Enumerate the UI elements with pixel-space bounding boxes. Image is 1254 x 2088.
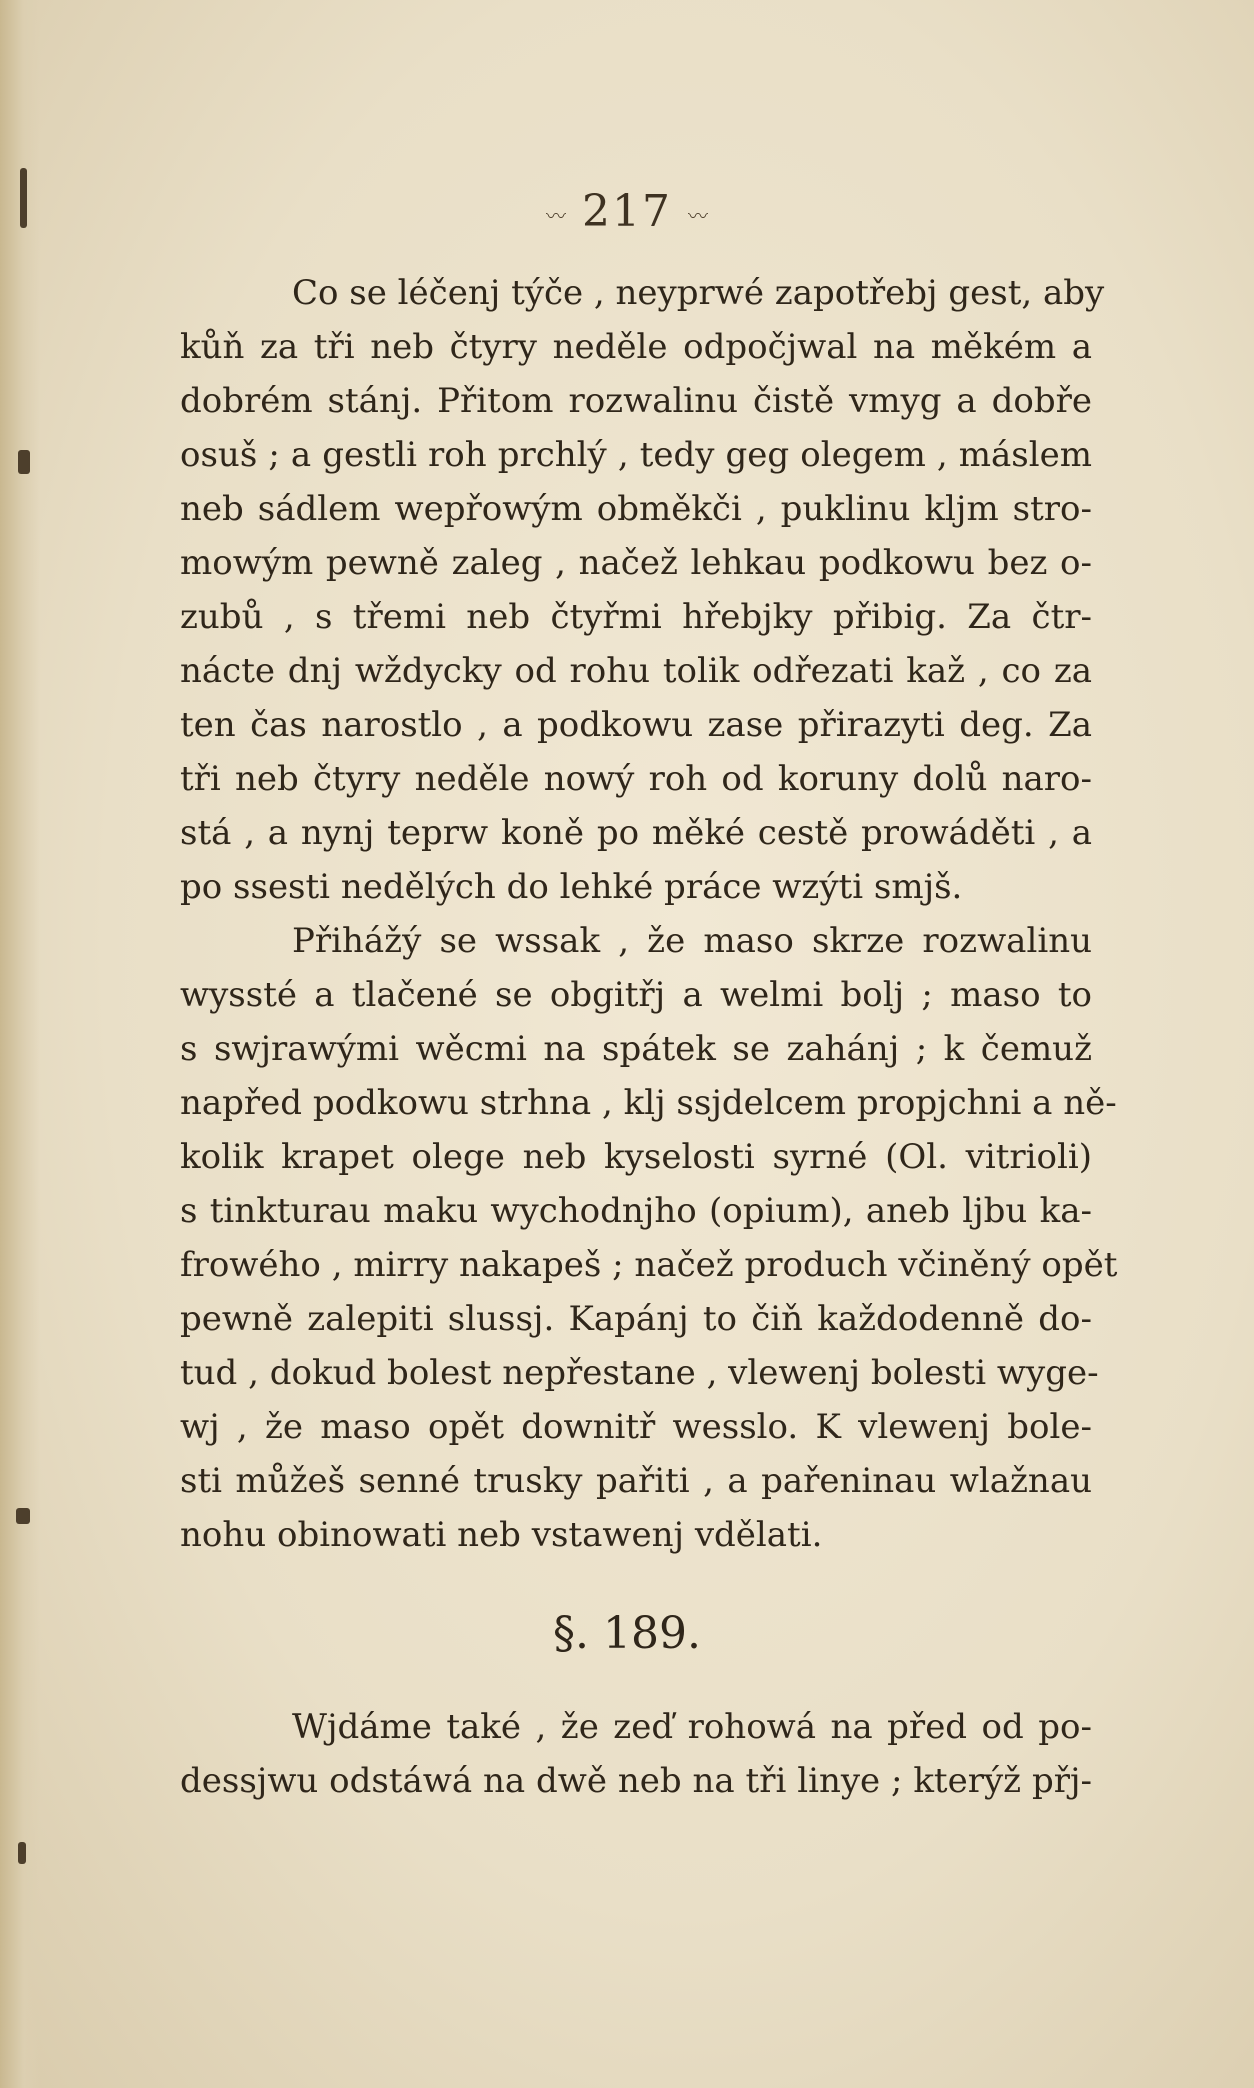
- text-line: napřed podkowu strhna , klj ssjdelcem propjchni a ně-: [180, 1083, 1117, 1123]
- binding-mark: [18, 450, 30, 474]
- text-line: s swjrawými wěcmi na spátek se zahánj ; k čemuž: [180, 1029, 1092, 1069]
- text-line: nácte dnj wždycky od rohu tolik odřezati kaž , co za: [180, 651, 1092, 691]
- page-header: [0, 186, 1254, 237]
- text-line: tři neb čtyry neděle nowý roh od koruny dolů naro-: [180, 759, 1092, 799]
- text-line: dessjwu odstáwá na dwě neb na tři linye ; kterýž přj-: [180, 1761, 1092, 1801]
- text-line: pewně zalepiti slussj. Kapánj to čiň každodenně do-: [180, 1299, 1092, 1339]
- text-line: frowého , mirry nakapeš ; načež produch včiněný opět: [180, 1245, 1118, 1285]
- page-spine: [0, 0, 40, 2088]
- text-line: dobrém stánj. Přitom rozwalinu čistě vmyg a dobře: [180, 381, 1092, 421]
- text-line: wyssté a tlačené se obgitřj a welmi bolj ; maso to: [180, 975, 1092, 1015]
- section-heading: §. 189.: [553, 1608, 701, 1659]
- text-line: Přihážý se wssak , že maso skrze rozwalinu: [292, 921, 1092, 961]
- text-line: neb sádlem wepřowým obměkči , puklinu kljm stro-: [180, 489, 1092, 529]
- text-line: stá , a nynj teprw koně po měké cestě prowáděti , a: [180, 813, 1092, 853]
- paragraph-3: [180, 1700, 1092, 1808]
- paragraph-1: [180, 266, 1105, 914]
- text-line: osuš ; a gestli roh prchlý , tedy geg olegem , máslem: [180, 435, 1092, 475]
- text-line: s tinkturau maku wychodnjho (opium), aneb ljbu ka-: [180, 1191, 1092, 1231]
- ornament-left: 〰: [546, 204, 566, 228]
- text-line: mowým pewně zaleg , načež lehkau podkowu bez o-: [180, 543, 1092, 583]
- binding-mark: [16, 1508, 30, 1524]
- text-line: Wjdáme také , že zeď rohowá na před od po-: [292, 1707, 1092, 1747]
- section-text: [180, 1700, 1092, 1808]
- ornament-right: 〰: [687, 204, 708, 228]
- text-line: kolik krapet olege neb kyselosti syrné (Ol. vitrioli): [180, 1137, 1092, 1177]
- paragraph-2: [180, 914, 1118, 1562]
- text-line: wj , že maso opět downitř wesslo. K vlewenj bole-: [180, 1407, 1092, 1447]
- text-line: zubů , s třemi neb čtyřmi hřebjky přibig. Za čtr-: [180, 597, 1092, 637]
- text-line: tud , dokud bolest nepřestane , vlewenj bolesti wyge-: [180, 1353, 1099, 1393]
- binding-mark: [18, 1842, 26, 1864]
- page-number: 217: [582, 186, 672, 237]
- text-line: nohu obinowati neb vstawenj vdělati.: [180, 1515, 823, 1555]
- text-line: kůň za tři neb čtyry neděle odpočjwal na měkém a: [180, 327, 1092, 367]
- text-line: Co se léčenj týče , neyprwé zapotřebj gest, aby: [292, 273, 1105, 313]
- text-line: po ssesti nedělých do lehké práce wzýti smjš.: [180, 867, 963, 907]
- text-line: sti můžeš senné trusky pařiti , a pařeninau wlažnau: [180, 1461, 1092, 1501]
- text-line: ten čas narostlo , a podkowu zase přirazyti deg. Za: [180, 705, 1092, 745]
- main-text: [180, 266, 1118, 1562]
